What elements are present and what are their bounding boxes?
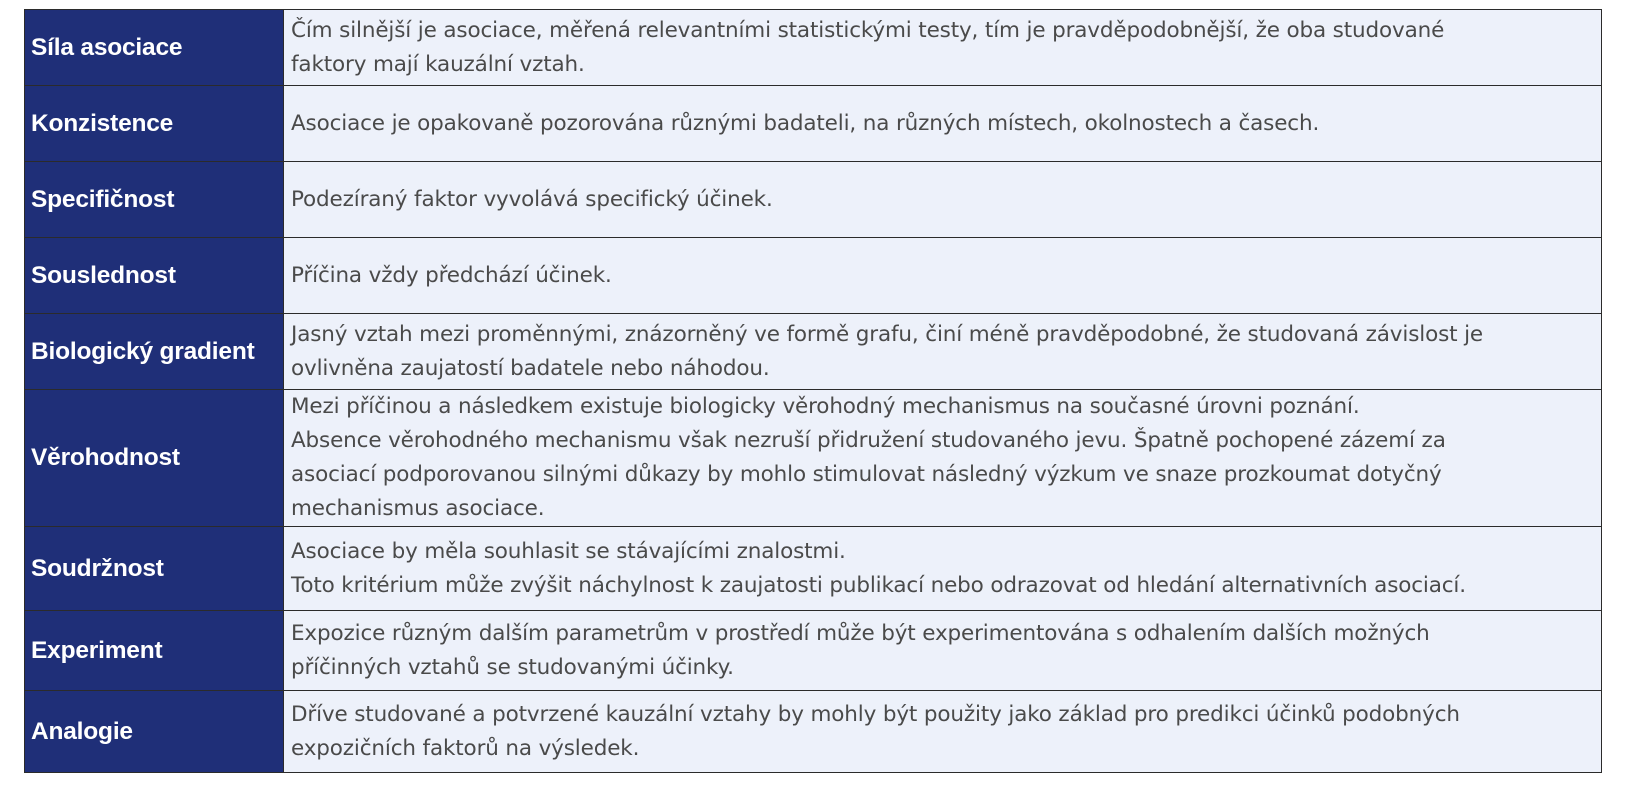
- table-row: [25, 611, 1602, 691]
- table-row: [25, 10, 1602, 86]
- description-line: Absence věrohodného mechanismu však nezruší přidružení studovaného jevu. Špatně pochopené zázemí za: [291, 428, 1446, 453]
- table-row: [25, 86, 1602, 162]
- description-line: Asociace je opakovaně pozorována různými badateli, na různých místech, okolnostech a časech.: [291, 110, 1320, 136]
- description-line: faktory mají kauzální vztah.: [291, 51, 585, 77]
- criteria-table: [24, 9, 1602, 773]
- criterion-term: Experiment: [25, 611, 284, 691]
- criterion-term: Síla asociace: [25, 10, 284, 86]
- criterion-description: [284, 691, 1602, 773]
- table-row: [25, 162, 1602, 238]
- criterion-description: [284, 611, 1602, 691]
- criterion-term: Věrohodnost: [25, 390, 284, 527]
- description-line: Mezi příčinou a následkem existuje biologicky věrohodný mechanismus na současné úrovni poznání.: [291, 394, 1360, 419]
- description-line: Podezíraný faktor vyvolává specifický účinek.: [291, 186, 773, 212]
- description-line: Jasný vztah mezi proměnnými, znázorněný ve formě grafu, činí méně pravděpodobné, že studovaná závislost je: [291, 321, 1483, 347]
- criterion-term: Soudržnost: [25, 527, 284, 611]
- criterion-term: Souslednost: [25, 238, 284, 314]
- criterion-description: [284, 10, 1602, 86]
- criterion-term: Analogie: [25, 691, 284, 773]
- description-line: ovlivněna zaujatostí badatele nebo náhodou.: [291, 355, 770, 381]
- criterion-description: [284, 162, 1602, 238]
- criterion-description: [284, 390, 1602, 527]
- description-line: Dříve studované a potvrzené kauzální vztahy by mohly být použity jako základ pro predikci účinků podobných: [291, 701, 1460, 727]
- criterion-term: Konzistence: [25, 86, 284, 162]
- criterion-description: [284, 314, 1602, 390]
- table-row: [25, 691, 1602, 773]
- description-line: Expozice různým dalším parametrům v prostředí může být experimentována s odhalením dalších možných: [291, 620, 1430, 646]
- description-line: Příčina vždy předchází účinek.: [291, 262, 612, 288]
- criterion-description: [284, 86, 1602, 162]
- table-row: [25, 390, 1602, 527]
- criterion-description: [284, 238, 1602, 314]
- description-line: mechanismus asociace.: [291, 496, 545, 521]
- criterion-description: [284, 527, 1602, 611]
- description-line: Čím silnější je asociace, měřená relevantními statistickými testy, tím je pravděpodobnější, že oba studované: [291, 17, 1445, 43]
- criteria-table-body: [25, 10, 1602, 773]
- description-line: Asociace by měla souhlasit se stávajícími znalostmi.: [291, 538, 846, 564]
- description-line: Toto kritérium může zvýšit náchylnost k zaujatosti publikací nebo odrazovat od hledání alternativních asociací.: [291, 572, 1466, 598]
- criterion-term: Biologický gradient: [25, 314, 284, 390]
- description-line: příčinných vztahů se studovanými účinky.: [291, 654, 734, 680]
- table-row: [25, 314, 1602, 390]
- criterion-term: Specifičnost: [25, 162, 284, 238]
- description-line: asociací podporovanou silnými důkazy by mohlo stimulovat následný výzkum ve snaze prozkoumat dotyčný: [291, 462, 1442, 487]
- description-line: expozičních faktorů na výsledek.: [291, 735, 640, 761]
- table-row: [25, 527, 1602, 611]
- table-row: [25, 238, 1602, 314]
